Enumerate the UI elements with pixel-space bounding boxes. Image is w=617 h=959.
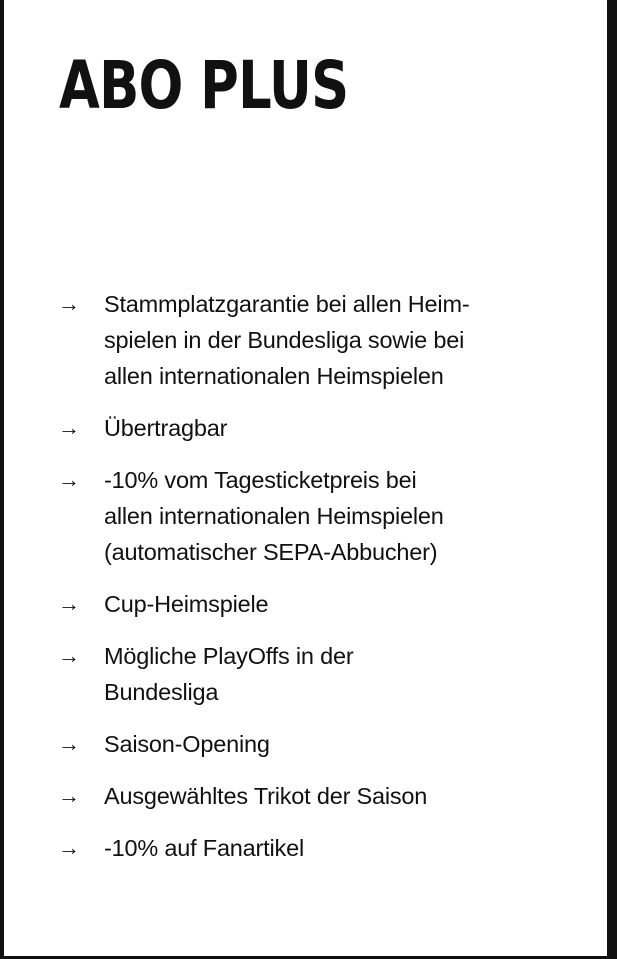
feature-item — [4, 286, 607, 394]
feature-text-line: Ausgewähltes Trikot der Saison — [104, 783, 428, 809]
arrow-right-icon: → — [58, 415, 80, 440]
feature-text-line: Übertragbar — [104, 415, 228, 441]
feature-text-line: spielen in der Bundesliga sowie bei — [104, 327, 465, 353]
arrow-right-icon: → — [58, 731, 80, 756]
feature-item — [4, 726, 607, 762]
feature-item — [4, 778, 607, 814]
arrow-right-icon: → — [58, 835, 80, 860]
feature-text-line: Saison-Opening — [104, 731, 270, 757]
feature-text-line: allen internationalen Heimspielen — [104, 363, 444, 389]
arrow-right-icon: → — [58, 291, 80, 316]
feature-item — [4, 586, 607, 622]
arrow-right-icon: → — [58, 467, 80, 492]
card-title: ABO PLUS — [59, 47, 349, 124]
arrow-right-icon: → — [58, 591, 80, 616]
feature-text-line: Mögliche PlayOffs in der — [104, 643, 354, 669]
feature-item — [4, 830, 607, 866]
feature-text-line: allen internationalen Heimspielen — [104, 503, 444, 529]
feature-text-line: Stammplatzgarantie bei allen Heim- — [104, 291, 470, 317]
feature-text-line: Cup-Heimspiele — [104, 591, 269, 617]
arrow-right-icon: → — [58, 643, 80, 668]
feature-item — [4, 462, 607, 570]
feature-list — [4, 286, 607, 882]
feature-text-line: Bundesliga — [104, 679, 219, 705]
feature-text-line: -10% auf Fanartikel — [104, 835, 304, 861]
feature-item — [4, 638, 607, 710]
feature-text-line: -10% vom Tagesticketpreis bei — [104, 467, 417, 493]
feature-item — [4, 410, 607, 446]
feature-text-line: (automatischer SEPA-Abbucher) — [104, 539, 438, 565]
arrow-right-icon: → — [58, 783, 80, 808]
